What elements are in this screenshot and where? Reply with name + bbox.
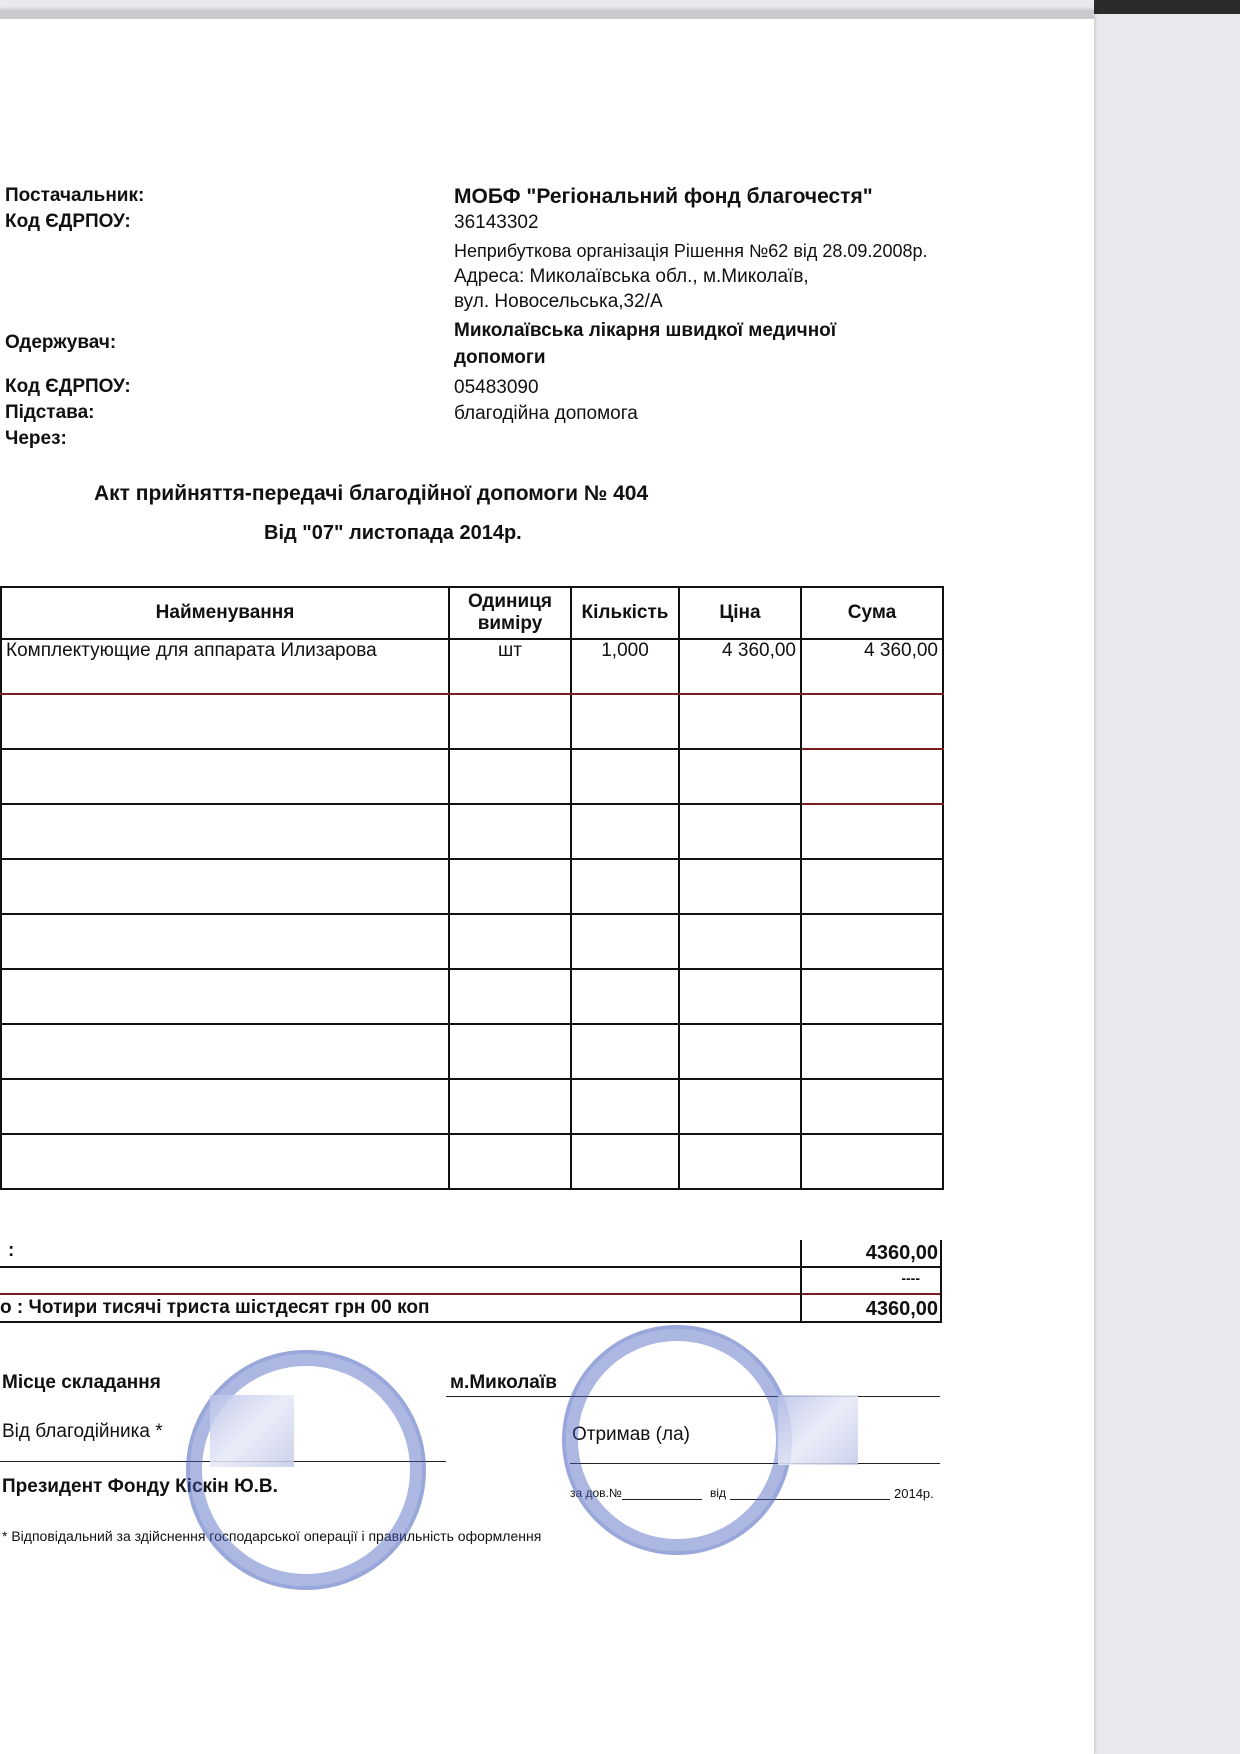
grand-total-value: 4360,00 — [865, 1298, 938, 1320]
basis-label: Підстава: — [5, 402, 95, 423]
table-row — [1, 639, 943, 694]
recipient-code-label: Код ЄДРПОУ: — [5, 376, 131, 397]
redacted-donor-signature — [210, 1395, 294, 1467]
column-header-sum: Сума — [801, 587, 943, 639]
table-row-empty — [1, 969, 943, 1024]
item-name: Комплектующие для аппарата Илизарова — [1, 639, 449, 694]
place-value: м.Миколаїв — [450, 1372, 557, 1393]
column-header-name: Найменування — [1, 587, 449, 639]
table-row-empty — [1, 914, 943, 969]
item-price: 4 360,00 — [679, 639, 801, 694]
place-label: Місце складання — [2, 1372, 161, 1393]
totals-block — [0, 1240, 942, 1324]
table-row-empty — [1, 694, 943, 749]
table-row-empty — [1, 859, 943, 914]
supplier-address-line-1: Адреса: Миколаївська обл., м.Миколаїв, — [454, 266, 809, 287]
item-unit: шт — [449, 639, 571, 694]
table-row-empty — [1, 804, 943, 859]
items-table — [0, 586, 944, 1190]
from-donor-label: Від благодійника * — [2, 1421, 163, 1442]
total-value: 4360,00 — [865, 1242, 938, 1264]
table-row-empty — [1, 749, 943, 804]
scan-edge-dark — [1094, 0, 1240, 14]
item-quantity: 1,000 — [571, 639, 679, 694]
table-row-empty — [1, 1024, 943, 1079]
recipient-round-stamp — [562, 1325, 792, 1555]
column-header-unit: Одиниця виміру — [449, 587, 571, 639]
received-label: Отримав (ла) — [572, 1424, 690, 1445]
recipient-name-line-2: допомоги — [454, 347, 546, 368]
total-label: : — [8, 1240, 15, 1261]
via-label: Через: — [5, 428, 67, 449]
supplier-note: Неприбуткова організація Рішення №62 від 28.09.2008р. — [454, 241, 928, 261]
supplier-code: 36143302 — [454, 212, 539, 233]
total-in-words: о : Чотири тисячі триста шістдесят грн 00 коп — [0, 1297, 430, 1318]
recipient-label: Одержувач: — [5, 332, 117, 353]
document-date: Від "07" листопада 2014р. — [264, 522, 522, 544]
table-row-empty — [1, 1134, 943, 1189]
redacted-recipient-signature — [778, 1395, 858, 1465]
scan-edge-top — [0, 10, 1094, 19]
column-header-price: Ціна — [679, 587, 801, 639]
supplier-label: Постачальник: — [5, 185, 145, 206]
poa-from-label: від — [710, 1486, 727, 1500]
document-title: Акт прийняття-передачі благодійної допомоги № 404 — [94, 482, 649, 505]
column-header-quantity: Кількість — [571, 587, 679, 639]
supplier-address-line-2: вул. Новосельська,32/А — [454, 291, 663, 312]
supplier-code-label: Код ЄДРПОУ: — [5, 211, 131, 232]
document-sheet — [0, 10, 1094, 1754]
recipient-code: 05483090 — [454, 377, 539, 398]
item-sum: 4 360,00 — [801, 639, 943, 694]
responsibility-note: * Відповідальний за здійснення господарської операції і правильність оформлення — [2, 1528, 542, 1544]
poa-year: 2014р. — [894, 1486, 934, 1501]
power-of-attorney-label: за дов.№ — [570, 1486, 622, 1500]
vat-value: ---- — [901, 1270, 920, 1286]
president-name: Президент Фонду Кіскін Ю.В. — [2, 1476, 278, 1497]
basis-value: благодійна допомога — [454, 403, 638, 424]
recipient-name-line-1: Миколаївська лікарня швидкої медичної — [454, 320, 837, 341]
supplier-name: МОБФ "Регіональний фонд благочестя" — [454, 185, 873, 208]
table-row-empty — [1, 1079, 943, 1134]
donor-round-stamp — [186, 1350, 426, 1590]
